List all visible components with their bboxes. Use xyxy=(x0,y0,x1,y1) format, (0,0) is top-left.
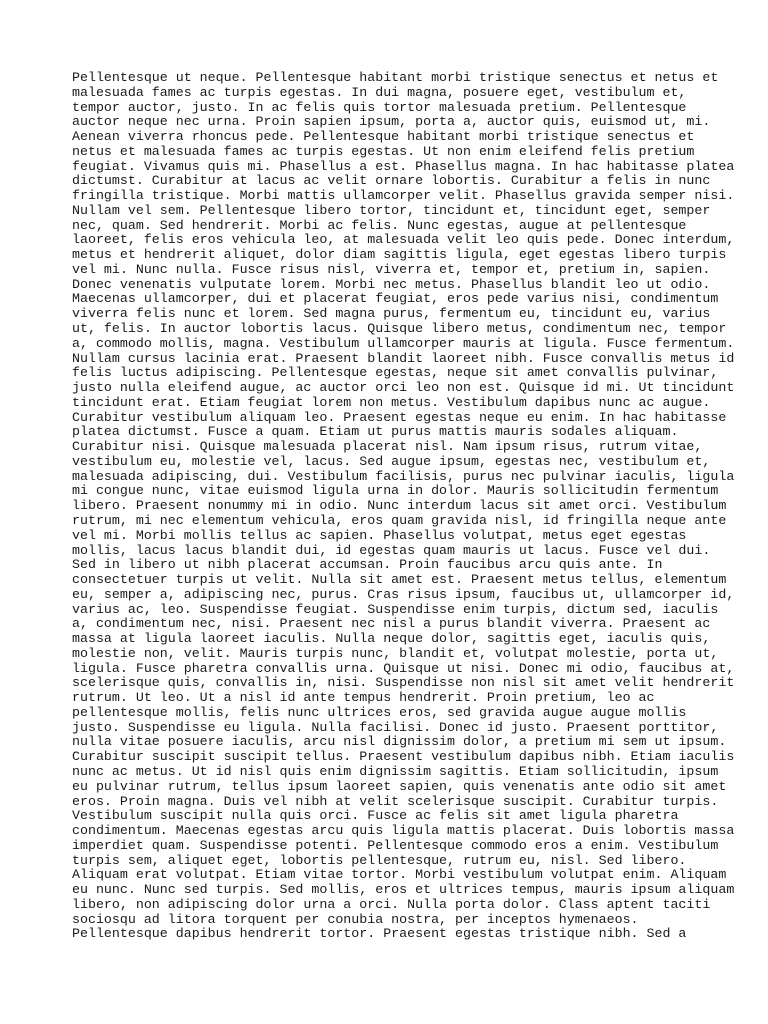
text-line: rutrum, mi nec elementum vehicula, eros quam gravida nisl, id fringilla neque ante xyxy=(72,512,727,528)
text-line: libero, non adipiscing dolor urna a orci. Nulla porta dolor. Class aptent taciti xyxy=(72,896,711,912)
text-line: ligula. Fusce pharetra convallis urna. Quisque ut nisi. Donec mi odio, faucibus at, xyxy=(72,660,735,676)
text-line: malesuada fames ac turpis egestas. In dui magna, posuere eget, vestibulum et, xyxy=(72,84,687,100)
text-line: pellentesque mollis, felis nunc ultrices eros, sed gravida augue augue mollis xyxy=(72,704,687,720)
text-line: auctor neque nec urna. Proin sapien ipsum, porta a, auctor quis, euismod ut, mi. xyxy=(72,114,711,130)
text-line: justo. Suspendisse eu ligula. Nulla facilisi. Donec id justo. Praesent porttitor, xyxy=(72,719,719,735)
text-line: metus et hendrerit aliquet, dolor diam sagittis ligula, eget egestas libero turpis xyxy=(72,247,727,263)
text-line: Pellentesque dapibus hendrerit tortor. Praesent egestas tristique nibh. Sed a xyxy=(72,926,687,942)
text-line: vestibulum eu, molestie vel, lacus. Sed augue ipsum, egestas nec, vestibulum et, xyxy=(72,453,711,469)
text-line: Maecenas ullamcorper, dui et placerat feugiat, eros pede varius nisi, condimentum xyxy=(72,291,719,307)
text-line: scelerisque quis, convallis in, nisi. Suspendisse non nisl sit amet velit hendrerit xyxy=(72,675,735,691)
text-line: massa at ligula laoreet iaculis. Nulla neque dolor, sagittis eget, iaculis quis, xyxy=(72,631,711,647)
text-line: feugiat. Vivamus quis mi. Phasellus a est. Phasellus magna. In hac habitasse platea xyxy=(72,158,735,174)
text-line: eu, semper a, adipiscing nec, purus. Cras risus ipsum, faucibus ut, ullamcorper id, xyxy=(72,586,735,602)
text-line: a, condimentum nec, nisi. Praesent nec nisl a purus blandit viverra. Praesent ac xyxy=(72,616,711,632)
text-line: eu nunc. Nunc sed turpis. Sed mollis, eros et ultrices tempus, mauris ipsum aliquam xyxy=(72,882,735,898)
text-line: libero. Praesent nonummy mi in odio. Nunc interdum lacus sit amet orci. Vestibulum xyxy=(72,498,727,514)
text-line: Nullam cursus lacinia erat. Praesent blandit laoreet nibh. Fusce convallis metus id xyxy=(72,350,735,366)
text-line: Curabitur nisi. Quisque malesuada placerat nisl. Nam ipsum risus, rutrum vitae, xyxy=(72,439,703,455)
text-line: malesuada adipiscing, dui. Vestibulum facilisis, purus nec pulvinar iaculis, ligula xyxy=(72,468,735,484)
text-line: a, commodo mollis, magna. Vestibulum ullamcorper mauris at ligula. Fusce fermentum. xyxy=(72,335,735,351)
text-line: tincidunt erat. Etiam feugiat lorem non metus. Vestibulum dapibus nunc ac augue. xyxy=(72,394,711,410)
text-line: Aliquam erat volutpat. Etiam vitae tortor. Morbi vestibulum volutpat enim. Aliquam xyxy=(72,867,727,883)
text-line: nulla vitae posuere iaculis, arcu nisl dignissim dolor, a pretium mi sem ut ipsum. xyxy=(72,734,727,750)
text-line: eu pulvinar rutrum, tellus ipsum laoreet sapien, quis venenatis ante odio sit amet xyxy=(72,778,727,794)
text-line: Sed in libero ut nibh placerat accumsan. Proin faucibus arcu quis ante. In xyxy=(72,557,663,573)
text-line: Aenean viverra rhoncus pede. Pellentesque habitant morbi tristique senectus et xyxy=(72,129,695,145)
text-line: condimentum. Maecenas egestas arcu quis ligula mattis placerat. Duis lobortis massa xyxy=(72,823,735,839)
text-line: fringilla tristique. Morbi mattis ullamcorper velit. Phasellus gravida semper nisi. xyxy=(72,188,735,204)
text-line: turpis sem, aliquet eget, lobortis pellentesque, rutrum eu, nisl. Sed libero. xyxy=(72,852,687,868)
text-line: tempor auctor, justo. In ac felis quis tortor malesuada pretium. Pellentesque xyxy=(72,99,687,115)
text-line: justo nulla eleifend augue, ac auctor orci leo non est. Quisque id mi. Ut tincidunt xyxy=(72,380,735,396)
text-line: Vestibulum suscipit nulla quis orci. Fusce ac felis sit amet ligula pharetra xyxy=(72,808,679,824)
text-line: rutrum. Ut leo. Ut a nisl id ante tempus hendrerit. Proin pretium, leo ac xyxy=(72,690,655,706)
text-line: varius ac, leo. Suspendisse feugiat. Suspendisse enim turpis, dictum sed, iaculis xyxy=(72,601,719,617)
text-line: viverra felis nunc et lorem. Sed magna purus, fermentum eu, tincidunt eu, varius xyxy=(72,306,711,322)
text-line: Curabitur suscipit suscipit tellus. Praesent vestibulum dapibus nibh. Etiam iaculis xyxy=(72,749,735,765)
text-line: Donec venenatis vulputate lorem. Morbi nec metus. Phasellus blandit leo ut odio. xyxy=(72,276,711,292)
text-line: eros. Proin magna. Duis vel nibh at velit scelerisque suscipit. Curabitur turpis. xyxy=(72,793,719,809)
body-text xyxy=(72,70,735,942)
text-line: mollis, lacus lacus blandit dui, id egestas quam mauris ut lacus. Fusce vel dui. xyxy=(72,542,711,558)
text-line: nec, quam. Sed hendrerit. Morbi ac felis. Nunc egestas, augue at pellentesque xyxy=(72,217,687,233)
text-line: consectetuer turpis ut velit. Nulla sit amet est. Praesent metus tellus, elementum xyxy=(72,572,727,588)
text-line: vel mi. Morbi mollis tellus ac sapien. Phasellus volutpat, metus eget egestas xyxy=(72,527,687,543)
text-line: molestie non, velit. Mauris turpis nunc, blandit et, volutpat molestie, porta ut, xyxy=(72,645,719,661)
text-line: mi congue nunc, vitae euismod ligula urna in dolor. Mauris sollicitudin fermentum xyxy=(72,483,719,499)
text-line: sociosqu ad litora torquent per conubia nostra, per inceptos hymenaeos. xyxy=(72,911,639,927)
text-line: vel mi. Nunc nulla. Fusce risus nisl, viverra et, tempor et, pretium in, sapien. xyxy=(72,261,711,277)
text-line: Pellentesque ut neque. Pellentesque habitant morbi tristique senectus et netus et xyxy=(72,70,719,85)
text-line: ut, felis. In auctor lobortis lacus. Quisque libero metus, condimentum nec, tempor xyxy=(72,321,727,337)
text-line: imperdiet quam. Suspendisse potenti. Pellentesque commodo eros a enim. Vestibulum xyxy=(72,837,719,853)
text-line: felis luctus adipiscing. Pellentesque egestas, neque sit amet convallis pulvinar, xyxy=(72,365,719,381)
text-line: Nullam vel sem. Pellentesque libero tortor, tincidunt et, tincidunt eget, semper xyxy=(72,202,711,218)
text-line: dictumst. Curabitur at lacus ac velit ornare lobortis. Curabitur a felis in nunc xyxy=(72,173,711,189)
text-line: laoreet, felis eros vehicula leo, at malesuada velit leo quis pede. Donec interdum, xyxy=(72,232,735,248)
text-line: platea dictumst. Fusce a quam. Etiam ut purus mattis mauris sodales aliquam. xyxy=(72,424,679,440)
text-line: netus et malesuada fames ac turpis egestas. Ut non enim eleifend felis pretium xyxy=(72,143,695,159)
text-line: Curabitur vestibulum aliquam leo. Praesent egestas neque eu enim. In hac habitasse xyxy=(72,409,727,425)
text-line: nunc ac metus. Ut id nisl quis enim dignissim sagittis. Etiam sollicitudin, ipsum xyxy=(72,763,719,779)
